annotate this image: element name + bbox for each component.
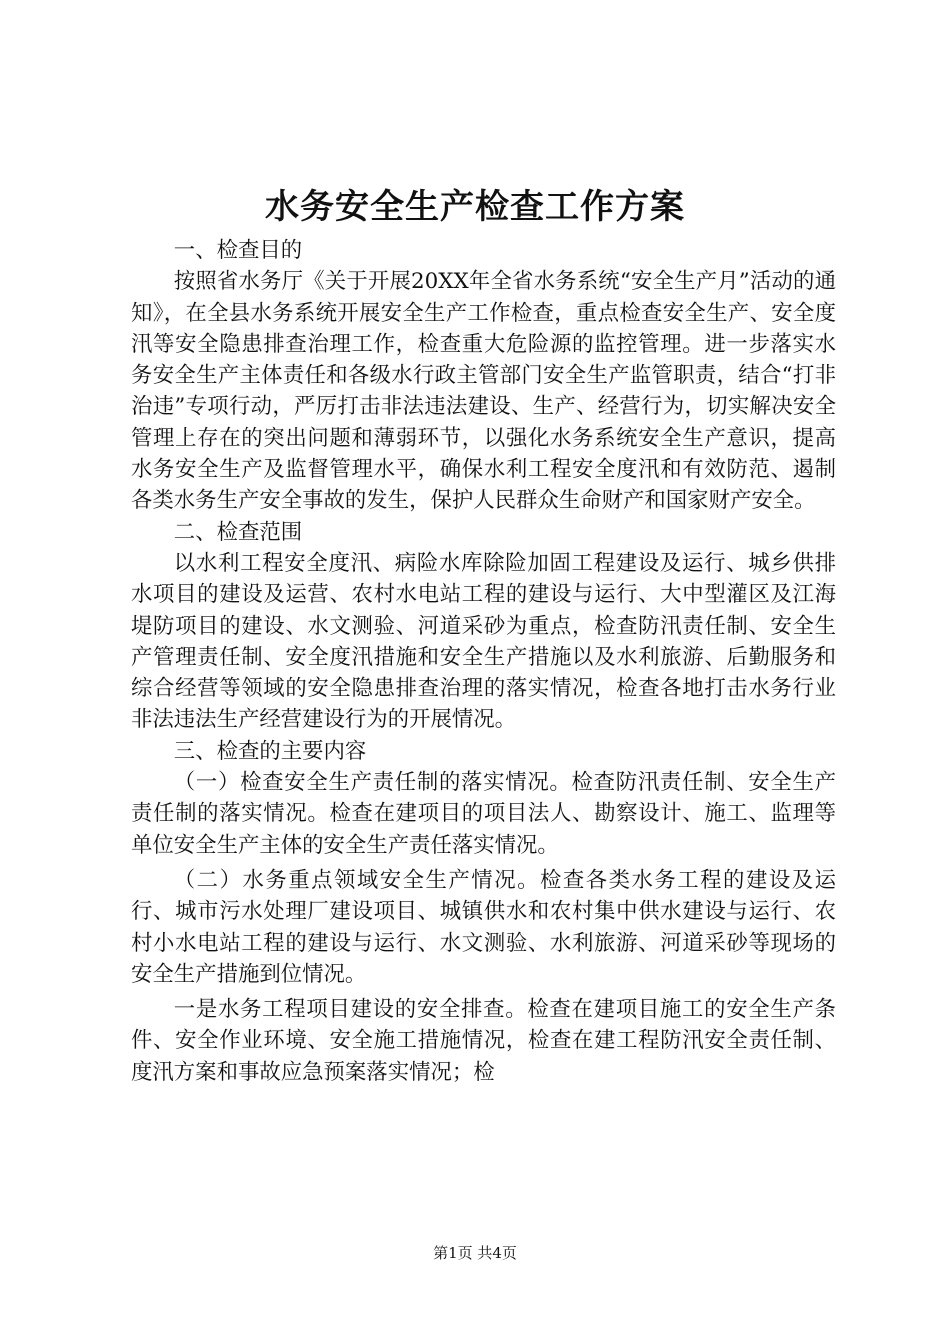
document-title: 水务安全生产检查工作方案 <box>265 187 685 227</box>
paragraph-content-3: 一是水务工程项目建设的安全排查。检查在建项目施工的安全生产条件、安全作业环境、安全施工措施情况，检查在建工程防汛安全责任制、度汛方案和事故应急预案落实情况；检 <box>131 997 836 1085</box>
paragraph-content-1: （一）检查安全生产责任制的落实情况。检查防汛责任制、安全生产责任制的落实情况。检查在建项目的项目法人、勘察设计、施工、监理等单位安全生产主体的安全生产责任落实情况。 <box>131 770 836 858</box>
section-heading-purpose: 一、检查目的 <box>173 238 303 263</box>
paragraph-content-2: （二）水务重点领域安全生产情况。检查各类水务工程的建设及运行、城市污水处理厂建设项目、城镇供水和农村集中供水建设与运行、农村小水电站工程的建设与运行、水文测验、水利旅游、河道采砂等现场的安全生产措施到位情况。 <box>131 867 836 987</box>
page-footer: 第1页 共4页 <box>433 1244 517 1262</box>
document-body <box>131 235 836 1088</box>
section-heading-content: 三、检查的主要内容 <box>173 738 367 764</box>
paragraph-purpose: 按照省水务厅《关于开展20XX年全省水务系统“安全生产月”活动的通知》，在全县水务系统开展安全生产工作检查，重点检查安全生产、安全度汛等安全隐患排查治理工作，检查重大危险源的监控管理。进一步落实水务安全生产主体责任和各级水行政主管部门安全生产监管职责，结合“打非治违”专项行动，严厉打击非法违法建设、生产、经营行为，切实解决安全管理上存在的突出问题和薄弱环节，以强化水务系统安全生产意识，提高水务安全生产及监督管理水平，确保水利工程安全度汛和有效防范、遏制各类水务生产安全事故的发生，保护人民群众生命财产和国家财产安全。 <box>131 269 836 514</box>
section-heading-scope: 二、检查范围 <box>173 519 303 545</box>
paragraph-scope: 以水利工程安全度汛、病险水库除险加固工程建设及运行、城乡供排水项目的建设及运营、农村水电站工程的建设与运行、大中型灌区及江海堤防项目的建设、水文测验、河道采砂为重点，检查防汛责任制、安全生产管理责任制、安全度汛措施和安全生产措施以及水利旅游、后勤服务和综合经营等领域的安全隐患排查治理的落实情况，检查各地打击水务行业非法违法生产经营建设行为的开展情况。 <box>131 550 836 733</box>
